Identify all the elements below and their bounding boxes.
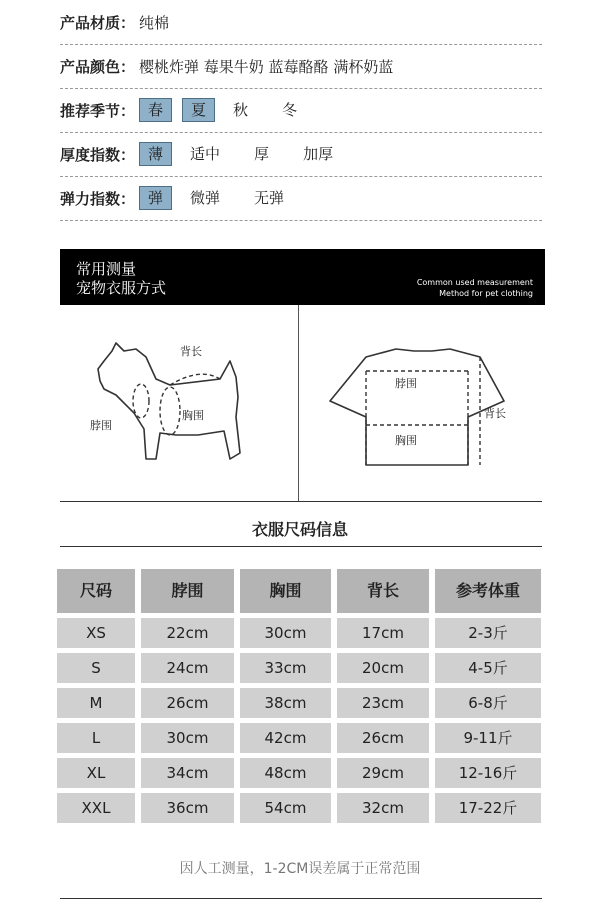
cell-neck: 24cm xyxy=(141,653,234,683)
thickness-option: 适中 xyxy=(190,145,221,163)
banner-title-line1: 常用测量 xyxy=(76,260,137,278)
cell-chest: 33cm xyxy=(240,653,331,683)
color-label: 产品颜色： xyxy=(60,57,136,76)
shirt-illustration xyxy=(330,349,504,465)
cell-back: 20cm xyxy=(337,653,429,683)
season-row xyxy=(60,88,542,133)
table-row xyxy=(57,653,541,683)
dog-neck-label: 脖围 xyxy=(90,419,112,432)
table-row xyxy=(57,793,541,823)
table-row xyxy=(57,758,541,788)
cell-chest: 38cm xyxy=(240,688,331,718)
cell-back: 17cm xyxy=(337,618,429,648)
cell-size: M xyxy=(57,688,135,718)
cell-weight: 2-3斤 xyxy=(435,618,541,648)
cell-size: XS xyxy=(57,618,135,648)
bottom-divider xyxy=(60,898,542,899)
diagram-bottom-line xyxy=(60,501,542,502)
cell-weight: 17-22斤 xyxy=(435,793,541,823)
material-row xyxy=(60,0,542,45)
color-value: 樱桃炸弹 莓果牛奶 蓝莓酪酪 满杯奶蓝 xyxy=(139,57,394,76)
dog-measure-lines xyxy=(133,374,220,435)
thickness-option: 厚 xyxy=(254,145,270,163)
material-value: 纯棉 xyxy=(139,13,170,32)
material-label: 产品材质： xyxy=(60,13,136,32)
banner-title-line2: 宠物衣服方式 xyxy=(76,279,167,297)
season-option-selected: 春 xyxy=(139,98,172,122)
cell-chest: 48cm xyxy=(240,758,331,788)
diagram-divider xyxy=(298,305,299,501)
season-option: 秋 xyxy=(233,101,249,119)
elasticity-option: 微弹 xyxy=(190,189,221,207)
thickness-options xyxy=(139,142,359,166)
cell-back: 23cm xyxy=(337,688,429,718)
measurement-banner xyxy=(60,249,545,305)
cell-neck: 22cm xyxy=(141,618,234,648)
elasticity-option: 无弹 xyxy=(254,189,285,207)
size-table-title: 衣服尺码信息 xyxy=(251,520,348,539)
dog-back-label: 背长 xyxy=(180,345,202,358)
thickness-label: 厚度指数： xyxy=(60,145,136,164)
season-option: 冬 xyxy=(282,101,298,119)
season-option-selected: 夏 xyxy=(182,98,215,122)
size-title-line xyxy=(60,546,542,547)
elasticity-options xyxy=(139,186,310,210)
table-row xyxy=(57,723,541,753)
header-back: 背长 xyxy=(337,569,429,613)
elasticity-row xyxy=(60,176,542,221)
measurement-note: 因人工测量，1-2CM误差属于正常范围 xyxy=(179,861,421,877)
header-chest: 胸围 xyxy=(240,569,331,613)
shirt-neck-label: 脖围 xyxy=(395,377,417,390)
cell-size: XXL xyxy=(57,793,135,823)
cell-neck: 30cm xyxy=(141,723,234,753)
season-options xyxy=(139,98,323,122)
cell-back: 29cm xyxy=(337,758,429,788)
header-size: 尺码 xyxy=(57,569,135,613)
size-table xyxy=(57,569,541,828)
cell-chest: 54cm xyxy=(240,793,331,823)
banner-en-line1: Common used measurement xyxy=(416,278,533,287)
cell-chest: 42cm xyxy=(240,723,331,753)
thickness-option: 加厚 xyxy=(303,145,334,163)
header-weight: 参考体重 xyxy=(435,569,541,613)
cell-weight: 4-5斤 xyxy=(435,653,541,683)
cell-back: 32cm xyxy=(337,793,429,823)
table-row xyxy=(57,688,541,718)
color-row xyxy=(60,44,542,89)
shirt-chest-label: 胸围 xyxy=(395,434,417,447)
cell-size: L xyxy=(57,723,135,753)
cell-size: XL xyxy=(57,758,135,788)
cell-back: 26cm xyxy=(337,723,429,753)
cell-neck: 26cm xyxy=(141,688,234,718)
cell-size: S xyxy=(57,653,135,683)
dog-chest-label: 胸围 xyxy=(182,409,204,422)
header-neck: 脖围 xyxy=(141,569,234,613)
cell-weight: 9-11斤 xyxy=(435,723,541,753)
cell-weight: 6-8斤 xyxy=(435,688,541,718)
elasticity-label: 弹力指数： xyxy=(60,189,136,208)
dog-illustration xyxy=(98,343,240,459)
cell-chest: 30cm xyxy=(240,618,331,648)
table-header-row xyxy=(57,569,541,613)
elasticity-option-selected: 弹 xyxy=(139,186,172,210)
cell-neck: 36cm xyxy=(141,793,234,823)
cell-neck: 34cm xyxy=(141,758,234,788)
table-row xyxy=(57,618,541,648)
measurement-diagram xyxy=(60,305,545,501)
season-label: 推荐季节： xyxy=(60,101,136,120)
banner-en-line2: Method for pet clothing xyxy=(439,289,533,298)
thickness-row xyxy=(60,132,542,177)
thickness-option-selected: 薄 xyxy=(139,142,172,166)
cell-weight: 12-16斤 xyxy=(435,758,541,788)
shirt-measure-lines xyxy=(366,357,480,465)
shirt-back-label: 背长 xyxy=(484,407,506,420)
